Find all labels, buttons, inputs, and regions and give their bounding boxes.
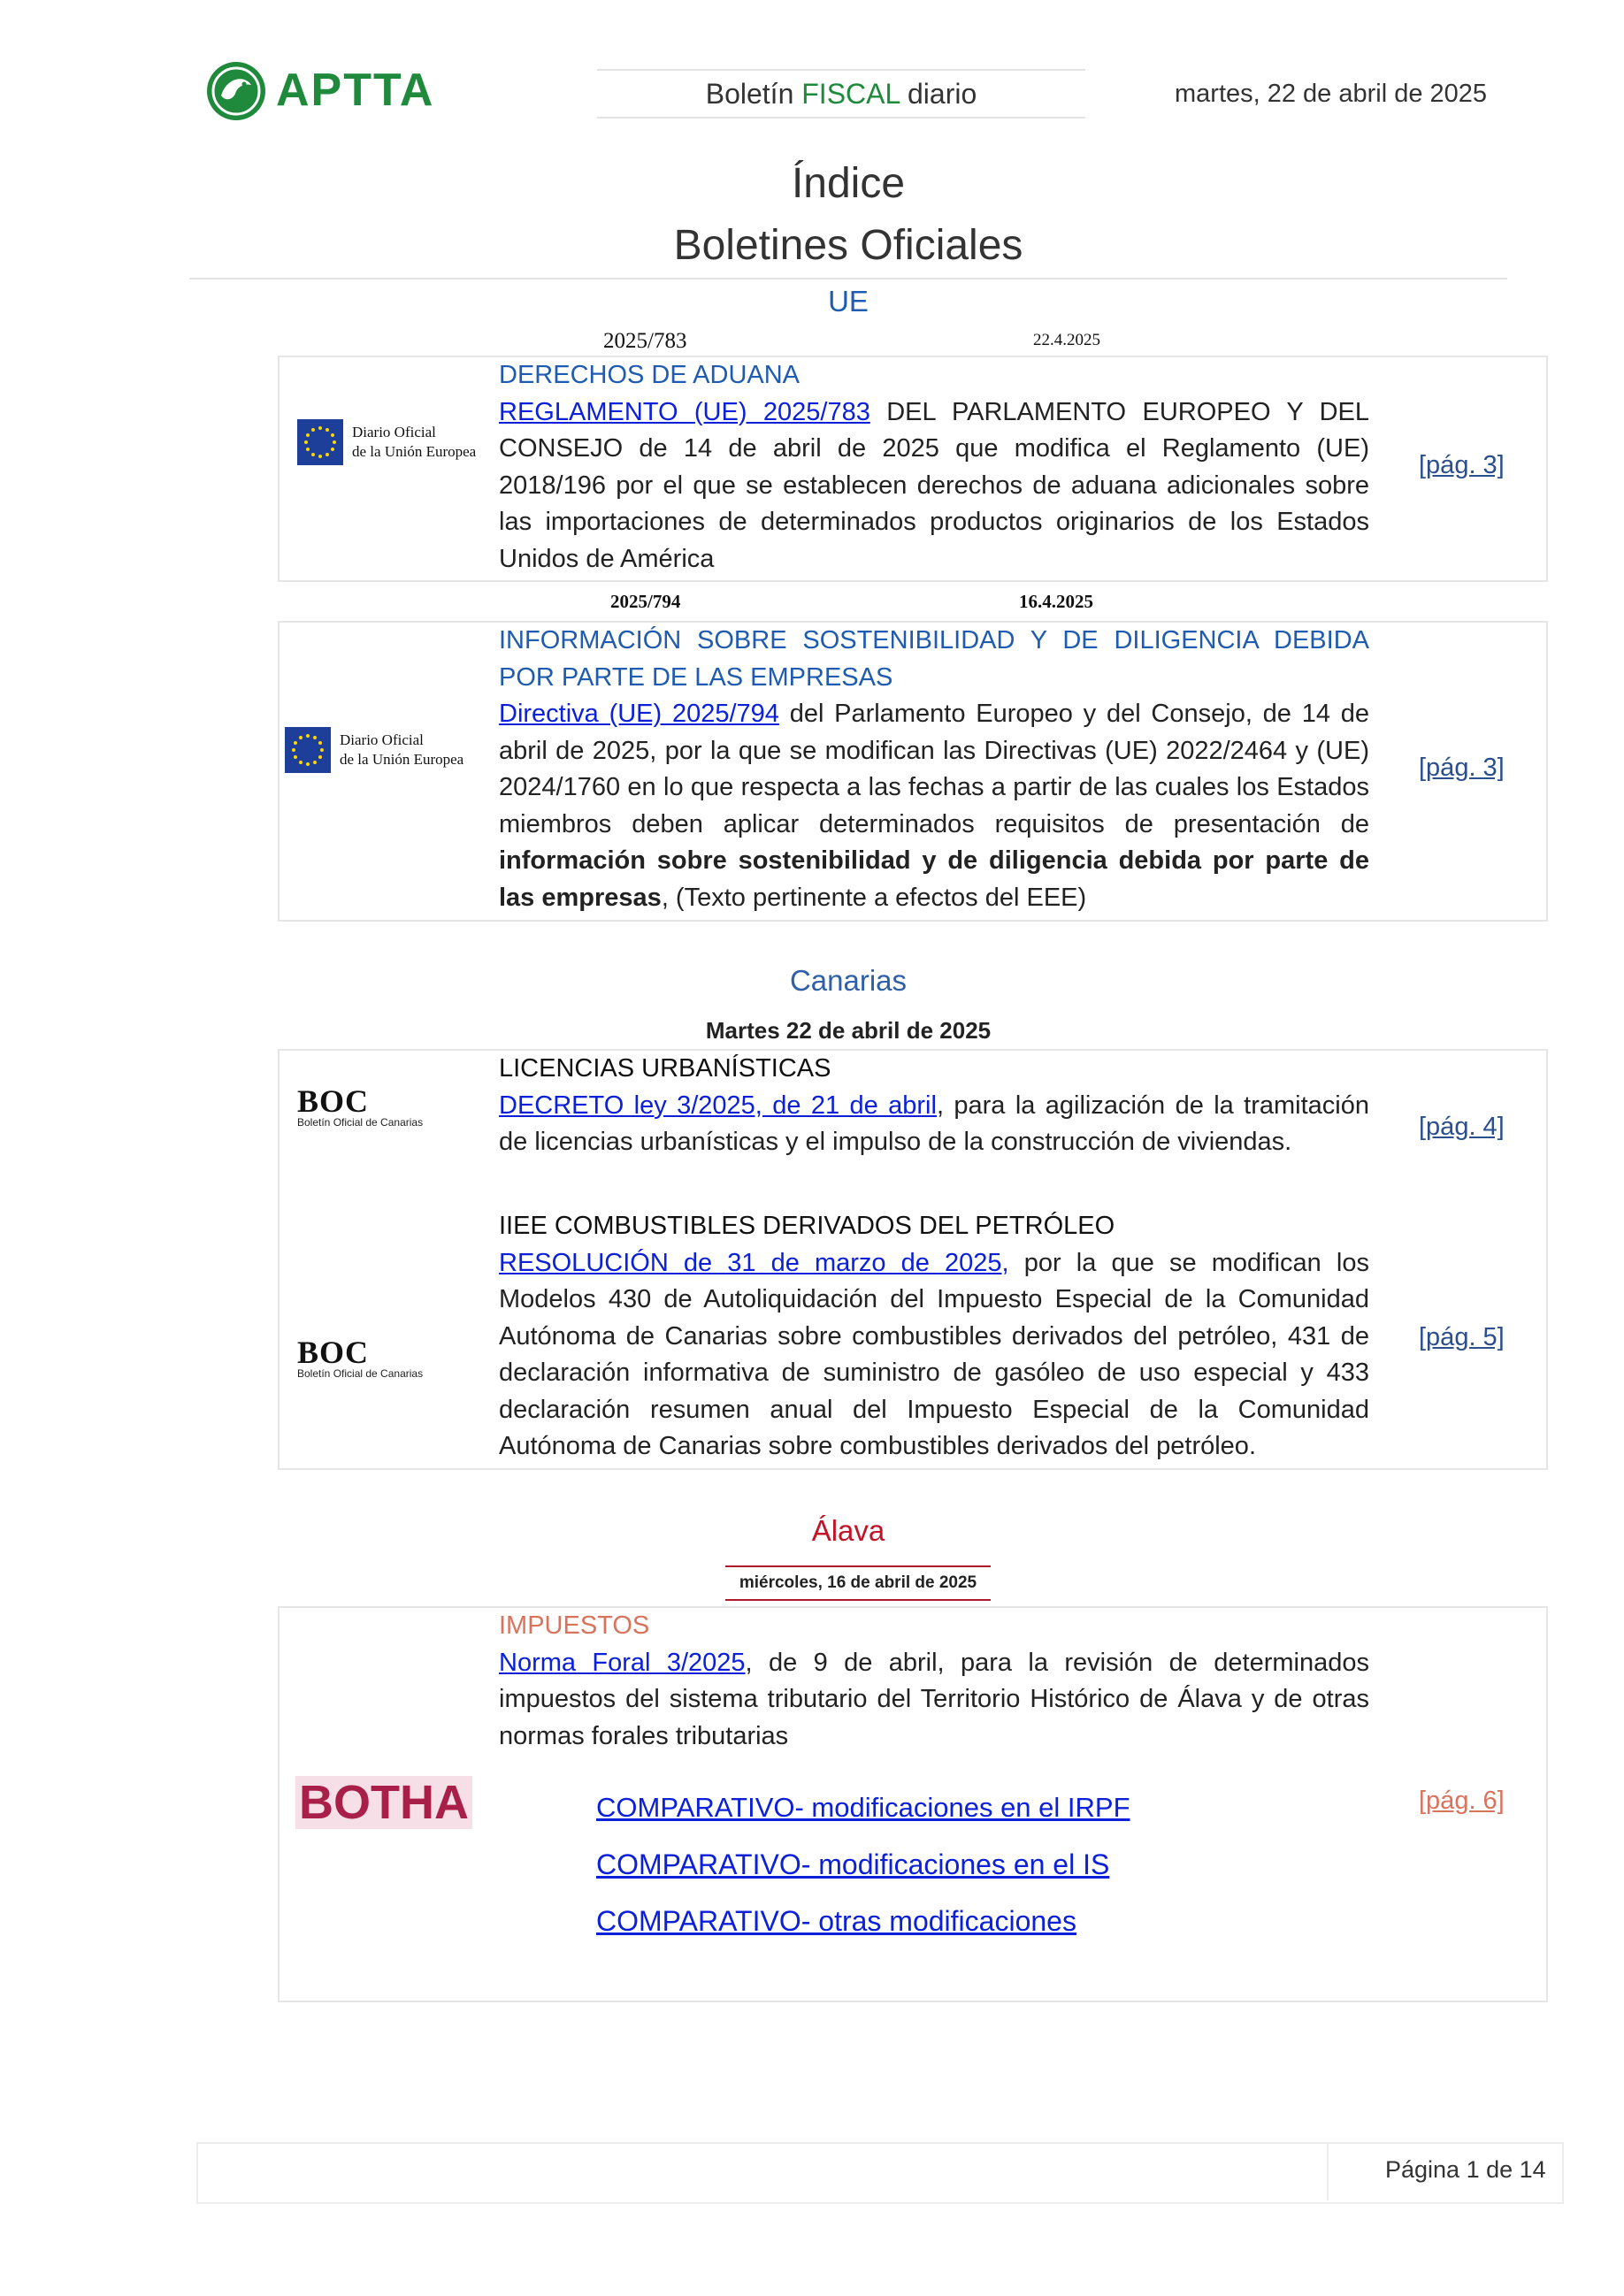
header-title: Boletín FISCAL diario (705, 78, 977, 110)
boc-logo (297, 1337, 423, 1380)
aptta-logo-text: APTTA (276, 65, 435, 116)
alava-page-link[interactable]: [pág. 6] (1419, 1787, 1505, 1815)
header-title-box (597, 69, 1085, 119)
canarias-entry1-category: LICENCIAS URBANÍSTICAS (499, 1054, 831, 1083)
boc-logo-text: BOC (297, 1083, 370, 1119)
ue-entry1-page-link[interactable]: [pág. 3] (1419, 451, 1505, 479)
canarias-entry1-content (499, 1051, 1369, 1161)
canarias-entry1-page-link[interactable]: [pág. 4] (1419, 1113, 1505, 1141)
ue-entry1-body: DEL PARLAMENTO EUROPEO Y DEL CONSEJO de 14 de abril de 2025 que modifica el Reglamento (UE) 2018/196 por el que se establecen derechos de aduana adicionales sobre las importaciones de determinados productos originarios de los Estados Unidos de América (499, 397, 1369, 573)
boc-logo-subtitle: Boletín Oficial de Canarias (297, 1367, 424, 1380)
alava-entry-body: , de 9 de abril, para la revisión de determinados impuestos del sistema tributario del Territorio Histórico de Álava y de otras normas forales tributarias (499, 1648, 1369, 1750)
eu-journal-logo (285, 727, 463, 773)
canarias-entry1-link[interactable]: DECRETO ley 3/2025, de 21 de abril (499, 1091, 937, 1120)
ue-entry2-ref: 2025/794 (610, 591, 681, 612)
ue-entry2-category: INFORMACIÓN SOBRE SOSTENIBILIDAD Y DE DILIGENCIA DEBIDA POR PARTE DE LAS EMPRESAS (499, 626, 1369, 692)
eu-journal-logo (297, 419, 476, 465)
canarias-date-banner: Martes 22 de abril de 2025 (705, 1017, 992, 1044)
canarias-entry1-body: , para la agilización de la tramitación de licencias urbanísticas y el impulso de la construcción de viviendas. (499, 1091, 1369, 1156)
ue-entry2-bold: información sobre sostenibilidad y de diligencia debida por parte de las empresas (499, 846, 1369, 912)
boc-logo-subtitle: Boletín Oficial de Canarias (297, 1116, 424, 1129)
eu-logo-line1: Diario Oficial (340, 731, 424, 748)
footer-page-number: Página 1 de 14 (1385, 2156, 1546, 2183)
comparativo-irpf-link[interactable]: COMPARATIVO- modificaciones en el IRPF (596, 1792, 1130, 1823)
alava-entry-link[interactable]: Norma Foral 3/2025 (499, 1648, 746, 1677)
section-heading-canarias: Canarias (789, 964, 908, 997)
ue-entry1-date: 22.4.2025 (1033, 331, 1100, 349)
ue-entry1-category: DERECHOS DE ADUANA (499, 361, 801, 389)
ue-entry2-content (499, 623, 1369, 916)
header-date: martes, 22 de abril de 2025 (1175, 80, 1488, 108)
botha-logo: BOTHA (295, 1776, 472, 1829)
section-heading-alava: Álava (811, 1514, 885, 1547)
section-heading-ue: UE (828, 285, 869, 318)
alava-entry-content (499, 1608, 1369, 1755)
canarias-entry2-page-link[interactable]: [pág. 5] (1419, 1323, 1505, 1351)
boc-logo-text: BOC (297, 1335, 370, 1370)
ue-entry2-tail: , (Texto pertinente a efectos del EEE) (661, 883, 1087, 912)
alava-date-text: miércoles, 16 de abril de 2025 (739, 1573, 977, 1592)
ue-entry1-content (499, 357, 1369, 578)
ue-entry2-link[interactable]: Directiva (UE) 2025/794 (499, 700, 779, 728)
canarias-entry2-link[interactable]: RESOLUCIÓN de 31 de marzo de 2025, (499, 1248, 1009, 1277)
ue-entry2-body: del Parlamento Europeo y del Consejo, de 14 de abril de 2025, por la que se modifican las Directivas (UE) 2022/2464 y (UE) 2024/1760 en lo que respecta a las fechas a partir de las cuales los Estados miembros deben aplicar determinados requisitos de presentación de (499, 700, 1369, 838)
index-title: Índice (791, 160, 906, 207)
eu-logo-line2: de la Unión Europea (340, 751, 464, 768)
eu-logo-line2: de la Unión Europea (352, 443, 477, 460)
comparativo-otras-link[interactable]: COMPARATIVO- otras modificaciones (596, 1905, 1076, 1937)
ue-entry1-link[interactable]: REGLAMENTO (UE) 2025/783 (499, 397, 870, 426)
header-title-fiscal: FISCAL (801, 78, 900, 110)
alava-date-banner (725, 1565, 991, 1601)
footer-divider (1327, 2142, 1329, 2200)
boc-logo (297, 1083, 424, 1129)
aptta-logo (205, 58, 453, 122)
ue-entry2-page-link[interactable]: [pág. 3] (1419, 754, 1505, 782)
footer-box (196, 2142, 1564, 2204)
eu-flag-icon (297, 419, 343, 465)
eu-flag-icon (285, 727, 331, 773)
canarias-entry2-content (499, 1208, 1369, 1466)
aptta-emblem-icon (205, 60, 267, 122)
title-divider (189, 278, 1507, 279)
canarias-entry2-body: por la que se modifican los Modelos 430 de Autoliquidación del Impuesto Especial de la Comunidad Autónoma de Canarias sobre combustibles derivados del petróleo, 431 de declaración informativa de suministro de gasóleo de uso especial y 433 declaración resumen anual del Impuesto Especial de la Comunidad Autónoma de Canarias sobre combustibles derivados del petróleo. (499, 1248, 1369, 1460)
index-subtitle: Boletines Oficiales (673, 222, 1023, 269)
eu-logo-line1: Diario Oficial (352, 424, 436, 440)
ue-entry1-ref: 2025/783 (603, 329, 687, 353)
canarias-entry2-category: IIEE COMBUSTIBLES DERIVADOS DEL PETRÓLEO (499, 1212, 1115, 1240)
comparativo-is-link[interactable]: COMPARATIVO- modificaciones en el IS (596, 1848, 1110, 1880)
alava-entry-category: IMPUESTOS (499, 1611, 650, 1640)
ue-entry2-date: 16.4.2025 (1019, 591, 1093, 612)
